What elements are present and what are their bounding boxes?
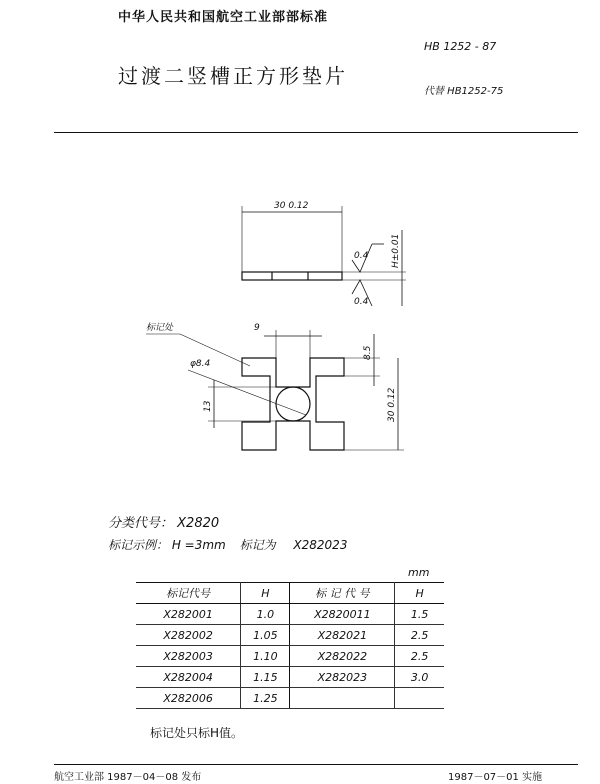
- cell-h: [395, 688, 444, 709]
- footer-effective: 1987－07－01 实施: [448, 772, 543, 783]
- cell-h: 2.5: [395, 625, 444, 646]
- marking-table: [136, 582, 444, 709]
- cell-h: 2.5: [395, 646, 444, 667]
- table-row: [136, 625, 444, 646]
- dim-slot-depth: 8.5: [363, 345, 373, 360]
- example-mark-label: 标记为: [239, 538, 276, 552]
- surface-finish-bottom: 0.4: [354, 297, 369, 307]
- table-row: [136, 688, 444, 709]
- surface-finish-top: 0.4: [354, 251, 369, 261]
- cell-h: 1.5: [395, 604, 444, 625]
- cell-code: X282006: [136, 688, 241, 709]
- header-h-2: H: [395, 583, 444, 604]
- dim-width: 30 0.12: [274, 201, 309, 211]
- cell-h: 1.15: [241, 667, 290, 688]
- cell-code: X282022: [290, 646, 395, 667]
- cell-h: 1.05: [241, 625, 290, 646]
- standard-number: HB 1252 - 87: [424, 40, 497, 53]
- mark-position-label: 标记处: [146, 323, 174, 333]
- dim-slot-width: 9: [254, 323, 260, 333]
- cell-h: 1.0: [241, 604, 290, 625]
- table-row: [136, 646, 444, 667]
- header-mark-code-2: 标 记 代 号: [290, 583, 395, 604]
- classification-label: 分类代号：: [108, 516, 174, 531]
- cell-code: X282001: [136, 604, 241, 625]
- standard-organization: 中华人民共和国航空工业部部标准: [118, 10, 329, 25]
- cell-code: X282004: [136, 667, 241, 688]
- table-unit: mm: [408, 566, 430, 579]
- table-header-row: [136, 583, 444, 604]
- cell-code: X282003: [136, 646, 241, 667]
- cell-code: X282021: [290, 625, 395, 646]
- example-mark-code: X282023: [293, 538, 348, 552]
- footer-rule: [54, 764, 578, 765]
- cell-code: X282023: [290, 667, 395, 688]
- cell-h: 1.10: [241, 646, 290, 667]
- dim-height: H±0.01: [391, 233, 401, 268]
- table-row: [136, 604, 444, 625]
- dim-side: 30 0.12: [387, 387, 397, 422]
- replaces-standard: 代替 HB1252-75: [424, 86, 504, 97]
- footer-issuer: 航空工业部 1987－04－08 发布: [54, 772, 202, 783]
- cell-code: X282002: [136, 625, 241, 646]
- dim-center-width: 13: [203, 400, 213, 412]
- page-title: 过渡二竖槽正方形垫片: [118, 64, 348, 88]
- header-rule: [54, 132, 578, 133]
- cell-code: X2820011: [290, 604, 395, 625]
- marking-note: 标记处只标H值。: [150, 726, 244, 740]
- classification-code: X2820: [177, 516, 220, 531]
- dim-hole-dia: φ8.4: [190, 359, 211, 369]
- header-h: H: [241, 583, 290, 604]
- cell-h: 3.0: [395, 667, 444, 688]
- technical-drawing: [0, 190, 600, 460]
- classification-line: [108, 512, 219, 531]
- table-row: [136, 667, 444, 688]
- cell-h: 1.25: [241, 688, 290, 709]
- example-label: 标记示例：: [108, 538, 169, 552]
- header-mark-code: 标记代号: [136, 583, 241, 604]
- cell-code: [290, 688, 395, 709]
- side-view: [242, 206, 406, 306]
- example-value: H =3mm: [171, 538, 226, 552]
- marking-example: [108, 536, 347, 553]
